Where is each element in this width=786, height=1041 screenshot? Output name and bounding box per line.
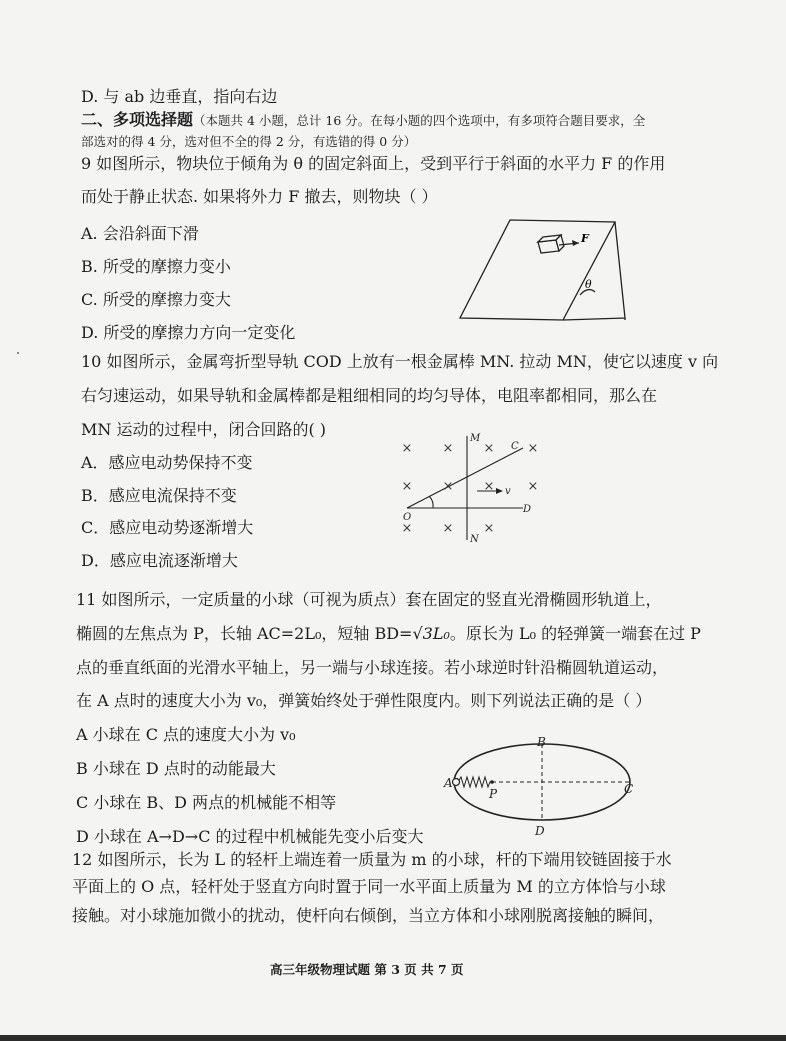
q10-stem-3: MN 运动的过程中，闭合回路的( ) [81,420,327,439]
label-c: C [624,782,634,796]
field-cross: × [483,521,495,536]
incline-surface [460,220,615,320]
field-cross: × [442,479,454,494]
field-cross: × [442,521,454,536]
q10-stem-1: 10 如图所示，金属弯折型导轨 COD 上放有一根金属棒 MN. 拉动 MN，使它以速度 v 向 [81,352,719,371]
section-note-1: （本题共 4 小题，总计 16 分。在每小题的四个选项中，有多项符合题目要求，全 [193,113,646,128]
q11-option-d: D 小球在 A→D→C 的过程中机械能先变小后变大 [76,827,424,846]
q11-stem-3: 点的垂直纸面的光滑水平轴上，另一端与小球连接。若小球逆时针沿椭圆轨道运动， [76,658,669,677]
label-d: D [535,824,545,838]
q9-option-c: C. 所受的摩擦力变大 [81,290,231,309]
q9-stem-2: 而处于静止状态. 如果将外力 F 撤去，则物块（ ） [81,187,438,206]
q11-stem-2c: 。原长为 L₀ 的轻弹簧一端套在过 P [449,624,701,643]
angle-label: θ [585,278,592,291]
focus-p [490,780,494,784]
q12-stem-1: 12 如图所示，长为 L 的轻杆上端连着一质量为 m 的小球，杆的下端用铰链固接于水 [72,850,672,869]
q10-stem-2: 右匀速运动，如果导轨和金属棒都是粗细相同的均匀导体，电阻率都相同，那么在 [81,386,658,405]
field-cross: × [401,521,413,536]
section-note-2: 部选对的得 4 分，选对但不全的得 2 分，有选错的得 0 分） [81,134,417,149]
q9-option-b: B. 所受的摩擦力变小 [81,257,231,276]
q10-option-a: A．感应电动势保持不变 [81,453,253,472]
ball [453,779,460,786]
label-v: v [505,486,511,497]
force-label: F [581,232,589,245]
incline-side [563,222,625,320]
q9-stem-1: 9 如图所示，物块位于倾角为 θ 的固定斜面上，受到平行于斜面的水平力 F 的作用 [81,154,666,173]
q11-option-b: B 小球在 D 点时的动能最大 [76,759,276,778]
margin-mark [17,352,19,354]
q11-stem-2a: 椭圆的左焦点为 P，长轴 AC=2L₀，短轴 BD= [76,624,413,643]
q11-stem-2 [76,624,701,644]
q9-option-a: A. 会沿斜面下滑 [81,224,199,243]
label-p: P [489,787,498,801]
label-o: O [403,512,412,523]
q11-stem-1: 11 如图所示，一定质量的小球（可视为质点）套在固定的竖直光滑椭圆形轨道上， [76,590,662,609]
field-cross: × [483,479,495,494]
label-n: N [470,534,479,545]
field-cross: × [527,441,539,456]
q10-option-c: C．感应电动势逐渐增大 [81,518,254,537]
label-a: A [444,776,453,790]
q11-option-a: A 小球在 C 点的速度大小为 v₀ [76,725,296,744]
bottom-edge [0,1035,786,1041]
label-d: D [523,504,532,515]
field-cross: × [442,441,454,456]
rail-figure [393,428,553,546]
rail-angle-arc [429,496,433,508]
section-heading: 二、多项选择题 [81,110,194,129]
section-heading-line [81,110,645,131]
page-footer: 高三年级物理试题 第 3 页 共 7 页 [270,962,464,977]
q10-option-b: B．感应电流保持不变 [81,486,237,505]
q9-option-d: D. 所受的摩擦力方向一定变化 [81,323,296,342]
label-c: C [511,441,519,452]
spring [458,777,492,787]
incline-figure [455,216,630,324]
q12-stem-2: 平面上的 O 点，轻杆处于竖直方向时置于同一水平面上质量为 M 的立方体恰与小球 [72,877,666,896]
q8-option-d: D. 与 ab 边垂直，指向右边 [81,87,278,106]
label-m: M [470,433,481,444]
field-cross: × [527,479,539,494]
q11-stem-4: 在 A 点时的速度大小为 v₀，弹簧始终处于弹性限度内。则下列说法正确的是（ ） [76,691,652,710]
field-cross: × [483,441,495,456]
q12-stem-3: 接触。对小球施加微小的扰动，使杆向右倾倒，当立方体和小球刚脱离接触的瞬间， [72,906,665,925]
rail-oc [407,448,523,508]
ellipse-figure [440,734,640,840]
q11-option-c: C 小球在 B、D 两点的机械能不相等 [76,793,337,812]
q10-option-d: D．感应电流逐渐增大 [81,551,238,570]
field-cross: × [401,479,413,494]
label-b: B [537,735,546,749]
q11-sqrt3: √3L₀ [412,624,450,643]
field-cross: × [401,441,413,456]
